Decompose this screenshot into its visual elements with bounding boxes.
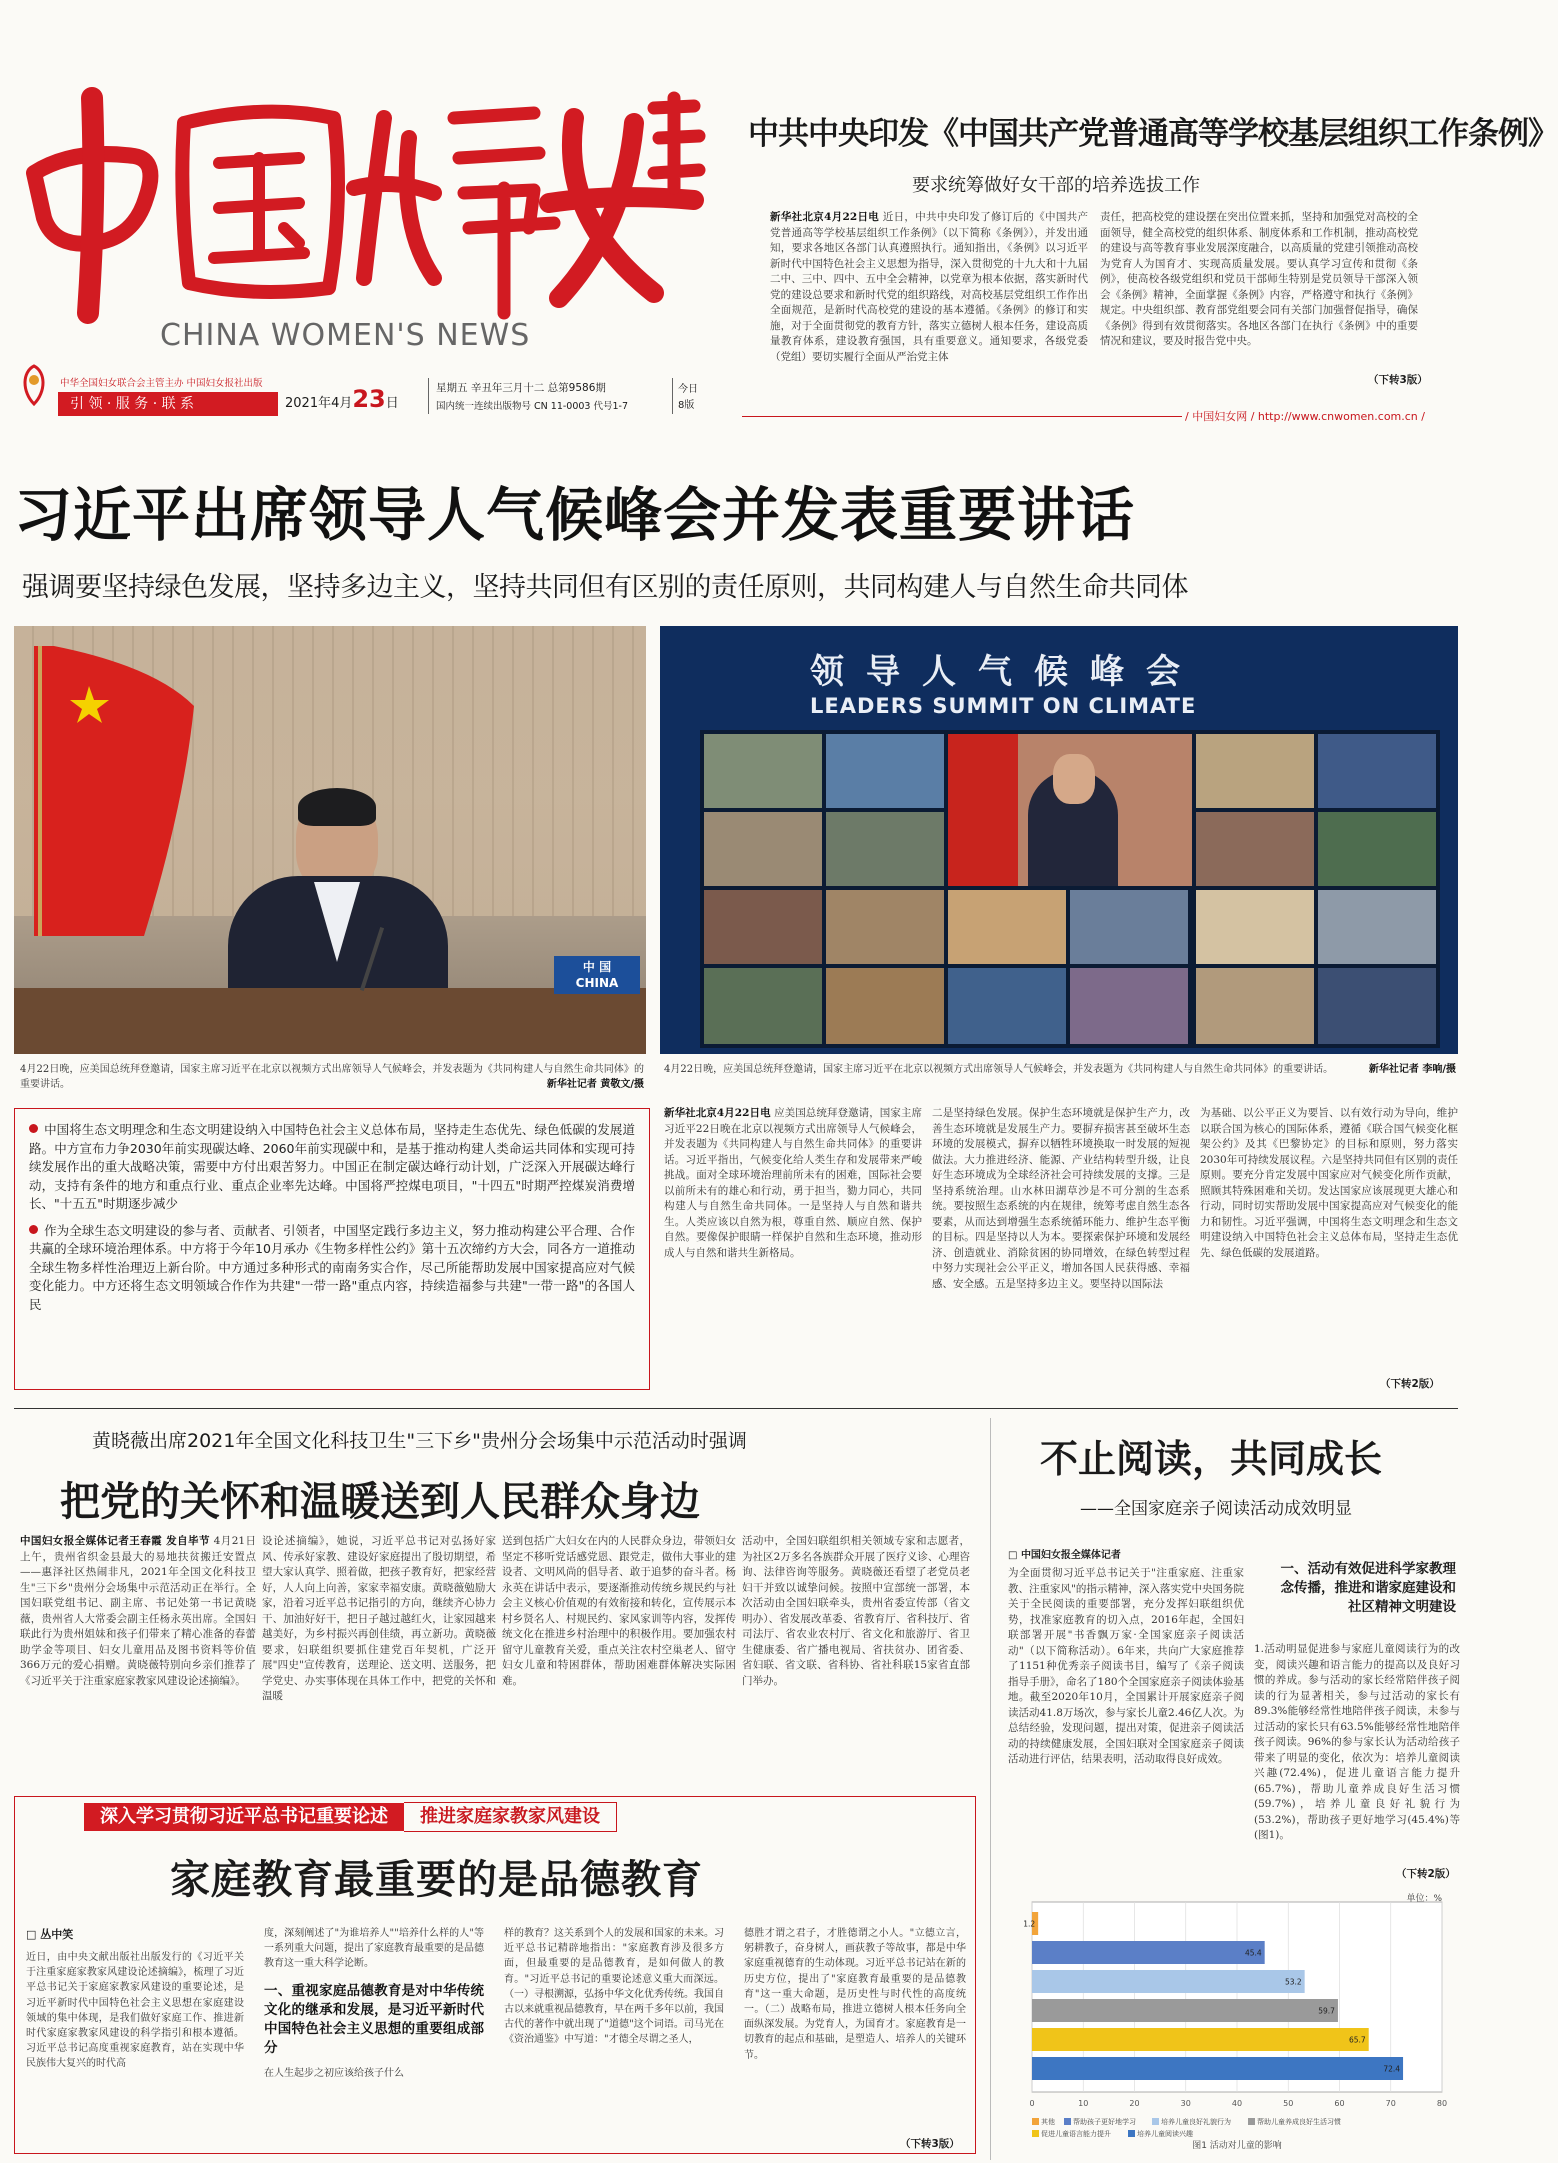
website-rule <box>742 416 1182 417</box>
reading-subhead: ——全国家庭亲子阅读活动成效明显 <box>1080 1499 1352 1519</box>
video-tile <box>1318 890 1436 964</box>
reading-col2: 1.活动明显促进参与家庭儿童阅读行为的改变，阅读兴趣和语言能力的提高以及良好习惯的养成。参与活动的家长经常陪伴孩子阅读的行为显著相关，参与过活动的家长有89.3%能够经常性地陪伴孩子阅读，未参与过活动的家长只有63.5%能够经常性地陪伴孩子阅读。96%的参与家长认为活动给孩子带来了明显的变化，依次为：培养儿童阅读兴趣(72.4%)，促进儿童语言能力提升(65.7%)，帮助儿童养成良好生活习惯(59.7%)，培养儿童良好礼貌行为(53.2%)，帮助孩子更好地学习(45.4%)等(图1)。 <box>1254 1643 1460 1841</box>
issue-date <box>285 385 399 413</box>
education-col2-text: 度，深刻阐述了"为谁培养人""培养什么样的人"等一系列重大问题，提出了家庭教育最重要的是品德教育这一重大科学论断。 <box>264 1928 484 1970</box>
date-day: 23 <box>352 385 386 413</box>
culture-col1-text: 4月21日上午，贵州省织金县最大的易地扶贫搬迁安置点——惠泽社区热闹非凡，2021年全国文化科技卫生"三下乡"贵州分会场集中示范活动正在举行。全国妇联党组书记、副主席、书记处第一书记黄晓薇，贵州省人大常委会副主任杨永英出席。全国妇联此行为贵州姐妹和孩子们带来了精心准备的春蕾助学金等项目、妇女儿童用品及图书资料等价值366万元的爱心捐赠。黄晓薇特别向乡亲们推荐了《习近平关于注重家庭家教家风建设论述摘编》。 <box>20 1535 257 1687</box>
lead-bullet-1 <box>29 1121 635 1214</box>
chart-value-label: 53.2 <box>1284 1977 1302 1987</box>
summit-banner-cn: 领导人气候峰会 <box>810 652 1202 692</box>
pages-divider <box>672 378 673 414</box>
education-tag-1: 深入学习贯彻习近平总书记重要论述 <box>84 1803 404 1831</box>
education-side-title: 一、重视家庭品德教育是对中华传统文化的继承和发展，是习近平新时代中国特色社会主义思想的重要组成部分 <box>264 1982 484 2056</box>
lead-continue: （下转2版） <box>1380 1378 1440 1390</box>
top-story-col1-text: 近日，中共中央印发了修订后的《中国共产党普通高等学校基层组织工作条例》（以下简称《条例》），并发出通知，要求各地区各部门认真遵照执行。通知指出，《条例》以习近平新时代中国特色社会主义思想为指导，深入贯彻党的十九大和十九届二中、三中、四中、五中全会精神，以党章为根本依据，落实新时代党的建设总要求和新时代党的组织路线，对高校基层党组织工作作出全面规范，是新时代高校党的建设的基本遵循。《条例》的修订和实施，对于全面贯彻党的教育方针，落实立德树人根本任务，建设高质量教育体系，建设教育强国，具有重要意义。通知要求，各级党委（党组）要切实履行全面从严治党主体 <box>770 211 1088 363</box>
lead-col1-text: 应美国总统拜登邀请，国家主席习近平22日晚在北京以视频方式出席领导人气候峰会，并发表题为《共同构建人与自然生命共同体》的重要讲话。习近平指出，气候变化给人类生存和发展带来严峻挑战。面对全球环境治理前所未有的困难，国际社会要以前所未有的雄心和行动，勇于担当，勠力同心，共同构建人与自然生命共同体。一是坚持人与自然和谐共生。人类应该以自然为根，尊重自然、顺应自然、保护自然。要像保护眼睛一样保护自然和生态环境，推动形成人与自然和谐共生新格局。 <box>664 1107 923 1259</box>
lead-bullet-1-text: 中国将生态文明理念和生态文明建设纳入中国特色社会主义总体布局，坚持走生态优先、绿色低碳的发展道路。中方宣布力争2030年前实现碳达峰、2060年前实现碳中和，是基于推动构建人类命运共同体和实现可持续发展作出的重大战略决策，需要中方付出艰苦努力。中国正在制定碳达峰行动计划，广泛深入开展碳达峰行动，支持有条件的地方和重点行业、重点企业率先达峰。中国将严控煤电项目，"十四五"时期严控煤炭消费增长、"十五五"时期逐步减少 <box>29 1122 635 1211</box>
photo1-credit: 新华社记者 黄敬文/摄 <box>546 1079 644 1090</box>
lead-col1 <box>664 1106 922 1390</box>
culture-kicker: 黄晓薇出席2021年全国文化科技卫生"三下乡"贵州分会场集中示范活动时强调 <box>92 1430 747 1452</box>
education-col1: 近日，由中央文献出版社出版发行的《习近平关于注重家庭家教家风建设论述摘编》，梳理了习近平总书记关于家庭家教家风建设的重要论述，是习近平新时代中国特色社会主义思想在家庭建设领域的集中体现，是我们做好家庭工作、推进新时代家庭家教家风建设的科学指引和根本遵循。习近平总书记高度重视家庭教育，站在实现中华民族伟大复兴的时代高 <box>26 1952 244 2070</box>
video-tile-main <box>948 734 1192 886</box>
video-tile <box>1196 890 1314 964</box>
culture-col4: 活动中，全国妇联组织相关领域专家和志愿者，为社区2万多名各族群众开展了医疗义诊、心理咨询、法律咨询等服务。黄晓薇还看望了老党员老妇干并致以诚挚问候。按照中宣部统一部署，本次活动由全国妇联牵头，贵州省委宣传部（省文明办）、省发展改革委、省教育厅、省科技厅、省司法厅、省农业农村厅、省文化和旅游厅、省卫生健康委、省广播电视局、省扶贫办、团省委、省妇联、省文联、省科协、省社科联15家省直部门举办。 <box>742 1535 970 1687</box>
wfederation-emblem-icon <box>18 362 50 408</box>
chart-legend-swatch <box>1032 2130 1039 2137</box>
chart-x-tick-label: 50 <box>1283 2099 1294 2108</box>
chart-x-tick-label: 30 <box>1180 2099 1191 2108</box>
chart-x-tick-label: 60 <box>1334 2099 1345 2108</box>
photo2-caption-text: 4月22日晚，应美国总统拜登邀请，国家主席习近平在北京以视频方式出席领导人气候峰会，并发表题为《共同构建人与自然生命共同体》的重要讲话。 <box>664 1064 1334 1075</box>
lead-col3: 为基础、以公平正义为要旨、以有效行动为导向，维护以联合国为核心的国际体系，遵循《联合国气候变化框架公约》及其《巴黎协定》的目标和原则，努力落实2030年可持续发展议程。六是坚持共同但有区别的责任原则。要充分肯定发展中国家应对气候变化所作贡献，照顾其特殊困难和关切。发达国家应该展现更大雄心和行动，同时切实帮助发展中国家提高应对气候变化的能力和韧性。习近平强调，中国将生态文明理念和生态文明建设纳入中国特色社会主义总体布局，坚持走生态优先、绿色低碳的发展道路。 <box>1200 1107 1458 1259</box>
lead-bullet-2 <box>29 1222 635 1315</box>
culture-col3: 送到包括广大妇女在内的人民群众身边，带领妇女坚定不移听党话感党恩、跟党走，做伟大事业的建设者、文明风尚的倡导者、敢于追梦的奋斗者。杨永英在讲话中表示，要逐渐推动传统乡规民约与社会主义核心价值观的有效衔接和转化，宣传展示本村乡贤名人、村规民约、家风家训等内容，发挥传统文化在推进乡村治理中的积极作用。要加强农村留守儿童教育关爱，重点关注农村空巢老人、留守妇女儿童和特困群体，帮助困难群体解决实际困难。 <box>502 1535 736 1687</box>
masthead <box>0 0 1558 430</box>
chart-bar <box>1032 2028 1369 2051</box>
culture-headline: 把党的关怀和温暖送到人民群众身边 <box>60 1479 700 1525</box>
chart-x-tick-label: 40 <box>1231 2099 1243 2108</box>
serial-number: 国内统一连续出版物号 CN 11-0003 代号1-7 <box>436 401 629 412</box>
top-story-dateline: 新华社北京4月22日电 <box>770 211 880 223</box>
chart-legend-swatch <box>1248 2118 1255 2125</box>
main-tile-flag <box>948 734 1018 886</box>
photo2-credit: 新华社记者 李响/摄 <box>1368 1064 1456 1075</box>
column-divider <box>990 1418 991 2160</box>
chart-legend-label: 培养儿童良好礼貌行为 <box>1161 2118 1231 2126</box>
summit-banner-en: LEADERS SUMMIT ON CLIMATE <box>810 694 1197 718</box>
top-story-continue: （下转3版） <box>1368 374 1428 386</box>
chart-legend-swatch <box>1032 2118 1039 2125</box>
main-tile-face <box>1053 754 1095 804</box>
video-tile <box>948 968 1066 1044</box>
top-story-col1 <box>770 210 1088 386</box>
china-flag-icon <box>34 646 204 936</box>
chart-bar <box>1032 1941 1265 1964</box>
lead-bullet-2-text: 作为全球生态文明建设的参与者、贡献者、引领者，中国坚定践行多边主义，努力推动构建公平合理、合作共赢的全球环境治理体系。中方将于今年10月承办《生物多样性公约》第十五次缔约方大会，同各方一道推动全球生物多样性治理迈上新台阶。中方通过多种形式的南南务实合作，尽己所能帮助发展中国家提高应对气候变化能力。中方还将生态文明领域合作作为共建"一带一路"重点内容，持续造福参与共建"一带一路"的各国人民 <box>29 1222 635 1312</box>
lead-headline: 习近平出席领导人气候峰会并发表重要讲话 <box>14 481 1136 549</box>
chart-x-tick-label: 80 <box>1436 2099 1448 2108</box>
video-tile <box>1070 968 1188 1044</box>
video-tile <box>704 890 822 964</box>
education-col2b-text: 在人生起步之初应该给孩子什么 <box>264 2067 404 2079</box>
chart-unit-label: 单位：% <box>1406 1894 1442 1904</box>
top-story-col2: 责任，把高校党的建设摆在突出位置来抓，坚持和加强党对高校的全面领导，健全高校党的组织体系、制度体系和工作机制，推动高校党的建设与高等教育事业发展深度融合，以高质量的党建引领推动高校为党育人为国育才、实现高质量发展。要认真学习宣传和贯彻《条例》，使高校各级党组织和党员干部师生特别是党员领导干部深入领会《条例》精神，全面掌握《条例》内容，严格遵守和执行《条例》规定。中央组织部、教育部党组要会同有关部门加强督促指导，确保《条例》得到有效贯彻落实。各地区各部门在执行《条例》中的重要情况和建议，要及时报告党中央。 <box>1100 211 1418 347</box>
chart-legend-swatch <box>1152 2118 1159 2125</box>
lead-dateline: 新华社北京4月22日电 <box>664 1107 771 1119</box>
education-byline: □ 丛中笑 <box>26 1928 74 1941</box>
education-col4: 德胜才谓之君子，才胜德谓之小人。"立德立言，躬耕教子，奋身树人，画荻教子等故事，都是中华家庭重视德育的生动体现。习近平总书记站在新的历史方位，提出了"家庭教育最重要的是品德教育"这一重大命题，是历史性与时代性的高度统一。（二）战略布局，推进立德树人根本任务向全面纵深发展。为党育人，为国育才。家庭教育是一切教育的起点和基础，是塑造人、培养人的关键环节。 <box>744 1928 966 2061</box>
video-tile <box>1318 734 1436 808</box>
chart-value-label: 59.7 <box>1318 2006 1335 2016</box>
photo1-caption <box>20 1062 644 1096</box>
culture-byline: 中国妇女报全媒体记者王春霞 发自毕节 <box>20 1535 210 1547</box>
video-tile <box>1196 968 1314 1044</box>
photo-xi-speech <box>14 626 646 1054</box>
chart-legend-label: 培养儿童阅读兴趣 <box>1137 2130 1193 2138</box>
masthead-logo <box>14 78 704 328</box>
chart-x-tick-label: 20 <box>1129 2099 1140 2108</box>
weekday-lunar: 星期五 辛丑年三月十二 总第9586期 <box>436 382 606 394</box>
reading-byline: □ 中国妇女报全媒体记者 <box>1008 1550 1121 1561</box>
pages-count: 8版 <box>678 400 695 411</box>
chart-x-tick-label: 0 <box>1029 2099 1035 2108</box>
chart-value-label: 1.2 <box>1023 1919 1036 1929</box>
top-story-subhead: 要求统筹做好女干部的培养选拔工作 <box>912 175 1200 196</box>
chart-legend-label: 帮助儿童养成良好生活习惯 <box>1257 2118 1341 2126</box>
video-tile <box>704 734 822 808</box>
video-tile <box>826 812 944 886</box>
bullet-dot <box>29 1124 38 1133</box>
reading-byline-text: 中国妇女报全媒体记者 <box>1020 1550 1121 1561</box>
photo2-caption <box>664 1062 1456 1096</box>
video-tile <box>1318 968 1436 1044</box>
chart-legend-label: 其他 <box>1041 2118 1055 2126</box>
photo1-desk <box>14 988 646 1054</box>
masthead-english-name: CHINA WOMEN'S NEWS <box>160 318 531 353</box>
video-tile <box>1318 812 1436 886</box>
chart-caption: 图1 活动对儿童的影响 <box>1192 2141 1282 2151</box>
culture-col2: 设论述摘编》，她说，习近平总书记对弘扬好家风、传承好家教、建设好家庭提出了殷切期望，希望大家认真学、照着做，把孩子教育好，把家经营好，人人向上向善，家家幸福安康。黄晓薇勉励大家，沿着习近平总书记指引的方向，继续齐心协力干、加油好好干，把日子越过越红火，让家园越来越美好，为乡村振兴再创佳绩，再立新功。黄晓薇要求，妇联组织要抓住建党百年契机，广泛开展"四史"宣传教育，送理论、送文明、送服务，把学党史、办实事体现在具体工作中，把党的关怀和温暖 <box>262 1535 496 1702</box>
video-tile <box>704 812 822 886</box>
reading-col1: 为全面贯彻习近平总书记关于"注重家庭、注重家教、注重家风"的指示精神，深入落实党中央国务院关于全民阅读的重要部署，充分发挥妇联组织优势，找准家庭教育的切入点，2016年起，全国妇联部署开展"书香飘万家·全国家庭亲子阅读活动"（以下简称活动）。6年来，共向广大家庭推荐了1151种优秀亲子阅读书目，编写了《亲子阅读指导手册》，命名了180个全国家庭亲子阅读体验基地。截至2020年10月，全国累计开展家庭亲子阅读活动41.8万场次，参与家长儿童2.46亿人次。为总结经验，发现问题，提出对策，促进亲子阅读活动的持续健康发展，全国妇联对全国家庭亲子阅读活动进行评估，结果表明，活动取得良好成效。 <box>1008 1567 1244 1765</box>
photo-summit-screen <box>660 626 1458 1054</box>
video-tile <box>1070 890 1188 964</box>
chart-bar <box>1032 1970 1305 1993</box>
lead-summary-box <box>14 1108 650 1390</box>
education-headline: 家庭教育最重要的是品德教育 <box>170 1857 703 1903</box>
reading-continue: （下转2版） <box>1396 1868 1456 1880</box>
video-tile <box>826 968 944 1044</box>
bullet-dot <box>29 1225 38 1234</box>
chart-x-tick-label: 10 <box>1078 2099 1089 2108</box>
today-label: 今日 <box>678 384 698 395</box>
chart-bar <box>1032 2057 1403 2080</box>
chart-legend-label: 促进儿童语言能力提升 <box>1041 2130 1111 2138</box>
reading-chart <box>1012 1892 1458 2154</box>
education-tag-bar <box>84 1802 617 1830</box>
reading-side-title: 一、活动有效促进科学家教理念传播，推进和谐家庭建设和社区精神文明建设 <box>1280 1561 1456 1615</box>
date-suffix: 日 <box>385 396 399 411</box>
video-tile <box>826 734 944 808</box>
section-rule <box>14 1408 1458 1409</box>
lead-subhead: 强调要坚持绿色发展，坚持多边主义，坚持共同但有区别的责任原则，共同构建人与自然生命共同体 <box>22 572 1188 603</box>
chart-x-tick-label: 70 <box>1385 2099 1396 2108</box>
chart-value-label: 45.4 <box>1244 1948 1262 1958</box>
video-tile <box>948 890 1066 964</box>
photo1-nameplate-cn: 中 国 <box>582 960 612 974</box>
reading-headline: 不止阅读，共同成长 <box>1040 1437 1383 1481</box>
photo1-nameplate <box>554 956 640 994</box>
education-col2 <box>264 1926 484 2146</box>
education-continue: （下转3版） <box>900 2138 960 2150</box>
education-col3: 样的教育？这关系到个人的发展和国家的未来。习近平总书记精辟地指出："家庭教育涉及很多方面，但最重要的是品德教育，是如何做人的教育。"习近平总书记的重要论述意义重大而深远。（一）寻根溯源，弘扬中华文化优秀传统。我国自古以来就重视品德教育，早在两千多年以前，我国古代的著作中就出现了"道德"这个词语。司马光在《资治通鉴》中写道："才德全尽谓之圣人， <box>504 1928 724 2046</box>
sponsor-line: 中华全国妇女联合会主管主办 中国妇女报社出版 <box>60 378 263 389</box>
lead-col2: 二是坚持绿色发展。保护生态环境就是保护生产力，改善生态环境就是发展生产力。要摒弃损害甚至破坏生态环境的发展模式，摒弃以牺牲环境换取一时发展的短视做法。大力推进经济、能源、产业结构转型升级，让良好生态环境成为全球经济社会可持续发展的支撑。三是坚持系统治理。山水林田湖草沙是不可分割的生态系统。要按照生态系统的内在规律，统筹考虑自然生态各要素，从而达到增强生态系统循环能力、维护生态平衡的目标。四是坚持以人为本。要探索保护环境和发展经济、创造就业、消除贫困的协同增效，在绿色转型过程中努力实现社会公平正义，增加各国人民获得感、幸福感、安全感。五是坚持多边主义。要坚持以国际法 <box>932 1107 1190 1290</box>
photo1-nameplate-en: CHINA <box>575 976 619 990</box>
chart-bar <box>1032 1999 1338 2022</box>
motto-bar <box>58 392 278 416</box>
chart-legend-swatch <box>1128 2130 1135 2137</box>
motto-text: 引 领 · 服 务 · 联 系 <box>70 396 195 412</box>
top-story-headline: 中共中央印发《中国共产党普通高等学校基层组织工作条例》 <box>748 116 1558 152</box>
video-tile <box>826 890 944 964</box>
photo1-speaker-hair <box>298 788 376 826</box>
chart-value-label: 65.7 <box>1349 2035 1366 2045</box>
date-prefix: 2021年4月 <box>285 396 353 411</box>
education-tag-2: 推进家庭家教家风建设 <box>404 1802 617 1832</box>
chart-legend-label: 帮助孩子更好地学习 <box>1073 2118 1136 2126</box>
video-tile <box>1196 812 1314 886</box>
video-tile <box>1196 734 1314 808</box>
chart-svg <box>1012 1892 1458 2154</box>
date-divider <box>428 378 429 414</box>
website: / 中国妇女网 / http://www.cnwomen.com.cn / <box>1185 410 1425 423</box>
video-tile <box>704 968 822 1044</box>
chart-legend-swatch <box>1064 2118 1071 2125</box>
photo1-caption-text: 4月22日晚，应美国总统拜登邀请，国家主席习近平在北京以视频方式出席领导人气候峰会，并发表题为《共同构建人与自然生命共同体》的重要讲话。 <box>20 1064 644 1090</box>
culture-col1 <box>20 1534 256 1764</box>
summit-video-wall <box>700 730 1440 1048</box>
chart-value-label: 72.4 <box>1383 2064 1401 2074</box>
